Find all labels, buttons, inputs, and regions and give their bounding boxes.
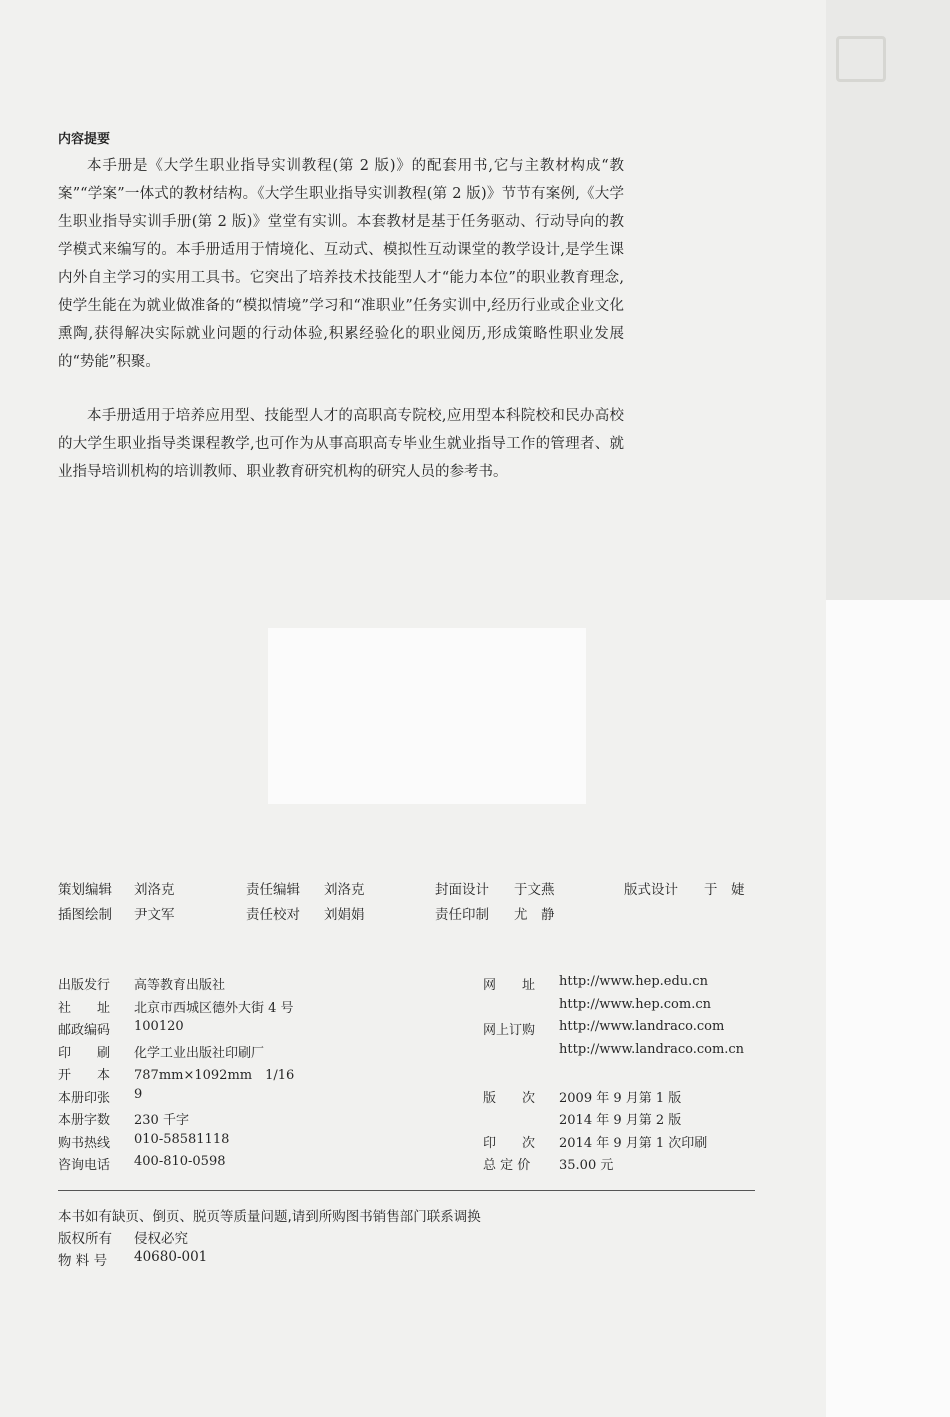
credit-row-1 xyxy=(58,878,818,904)
info-label: 印 刷 xyxy=(58,1045,111,1061)
credit-label: 插图绘制 xyxy=(58,907,112,923)
credit-label: 责任校对 xyxy=(246,907,300,923)
info-value: 010-58581118 xyxy=(134,1131,230,1147)
info-value: 2014 年 9 月第 1 次印刷 xyxy=(559,1135,708,1151)
credit-value: 刘娟娟 xyxy=(324,907,365,923)
credit-label: 封面设计 xyxy=(435,882,489,898)
divider-line xyxy=(58,1190,755,1191)
credit-label: 责任编辑 xyxy=(246,882,300,898)
info-value: http://www.landraco.com.cn xyxy=(559,1041,745,1057)
blank-image-area xyxy=(268,628,586,804)
info-value: http://www.landraco.com xyxy=(559,1019,725,1034)
info-label: 邮政编码 xyxy=(58,1023,111,1038)
info-label: 开 本 xyxy=(58,1068,111,1083)
credit-value: 刘洛克 xyxy=(324,882,365,898)
info-value: 高等教育出版社 xyxy=(134,978,226,993)
info-value: 35.00 元 xyxy=(559,1158,614,1173)
info-value: 北京市西城区德外大街 4 号 xyxy=(134,1000,294,1016)
summary-heading: 内容提要 xyxy=(58,132,111,147)
bleed-through-logo xyxy=(836,36,886,82)
info-label: 总 定 价 xyxy=(483,1158,531,1173)
credit-value: 于 婕 xyxy=(704,882,745,898)
info-value: http://www.hep.edu.cn xyxy=(559,974,708,989)
info-label: 出版发行 xyxy=(58,978,111,993)
credit-label: 责任印制 xyxy=(435,907,489,923)
info-value: 787mm×1092mm 1/16 xyxy=(134,1068,295,1083)
info-label: 社 址 xyxy=(58,1000,111,1016)
info-label: 本册字数 xyxy=(58,1113,111,1128)
info-value: http://www.hep.com.cn xyxy=(559,996,711,1012)
info-label: 版 次 xyxy=(483,1090,536,1106)
summary-paragraph-1: 本手册是《大学生职业指导实训教程(第 2 版)》的配套用书,它与主教材构成“教案”“学案”一体式的教材结构。《大学生职业指导实训教程(第 2 版)》节节有案例,《大学生职业指导实训手册(第 2 版)》堂堂有实训。本套教材是基于任务驱动、行动导向的教学模式来编写的。本手册适用于情境化、互动式、模拟性互动课堂的教学设计,是学生课内外自主学习的实用工具书。它突出了培养技术技能型人才“能力本位”的职业教育理念,使学生能在为就业做准备的“模拟情境”学习和“准职业”任务实训中,经历行业或企业文化熏陶,获得解决实际就业问题的行动体验,积累经验化的职业阅历,形成策略性职业发展的“势能”积聚。 xyxy=(58,158,624,370)
credit-label: 策划编辑 xyxy=(58,882,112,898)
material-number-label: 物 料 号 xyxy=(58,1253,108,1269)
credit-label: 版式设计 xyxy=(624,882,678,898)
info-value: 9 xyxy=(134,1086,143,1102)
copyright-value: 侵权必究 xyxy=(134,1231,188,1247)
info-value: 400-810-0598 xyxy=(134,1154,226,1169)
material-number-value: 40680-001 xyxy=(134,1249,208,1265)
credit-value: 刘洛克 xyxy=(134,882,175,898)
quality-notice: 本书如有缺页、倒页、脱页等质量问题,请到所购图书销售部门联系调换 xyxy=(58,1209,481,1225)
info-value: 2014 年 9 月第 2 版 xyxy=(559,1113,682,1128)
info-label: 咨询电话 xyxy=(58,1158,111,1173)
info-label: 网 址 xyxy=(483,978,536,993)
scan-margin xyxy=(826,600,950,1417)
info-label: 印 次 xyxy=(483,1135,536,1151)
info-value: 230 千字 xyxy=(134,1113,189,1128)
copyright-label: 版权所有 xyxy=(58,1231,112,1247)
info-label: 网上订购 xyxy=(483,1023,536,1038)
info-label: 购书热线 xyxy=(58,1135,111,1151)
info-value: 2009 年 9 月第 1 版 xyxy=(559,1090,682,1106)
info-value: 化学工业出版社印刷厂 xyxy=(134,1045,265,1061)
summary-paragraph-2: 本手册适用于培养应用型、技能型人才的高职高专院校,应用型本科院校和民办高校的大学生职业指导类课程教学,也可作为从事高职高专毕业生就业指导工作的管理者、就业指导培训机构的培训教师、职业教育研究机构的研究人员的参考书。 xyxy=(58,408,624,480)
info-label: 本册印张 xyxy=(58,1090,111,1106)
credit-value: 于文燕 xyxy=(514,882,555,898)
credit-value: 尤 静 xyxy=(514,907,555,923)
credit-row-2 xyxy=(58,903,818,929)
credit-value: 尹文军 xyxy=(134,907,175,923)
info-value: 100120 xyxy=(134,1019,184,1034)
